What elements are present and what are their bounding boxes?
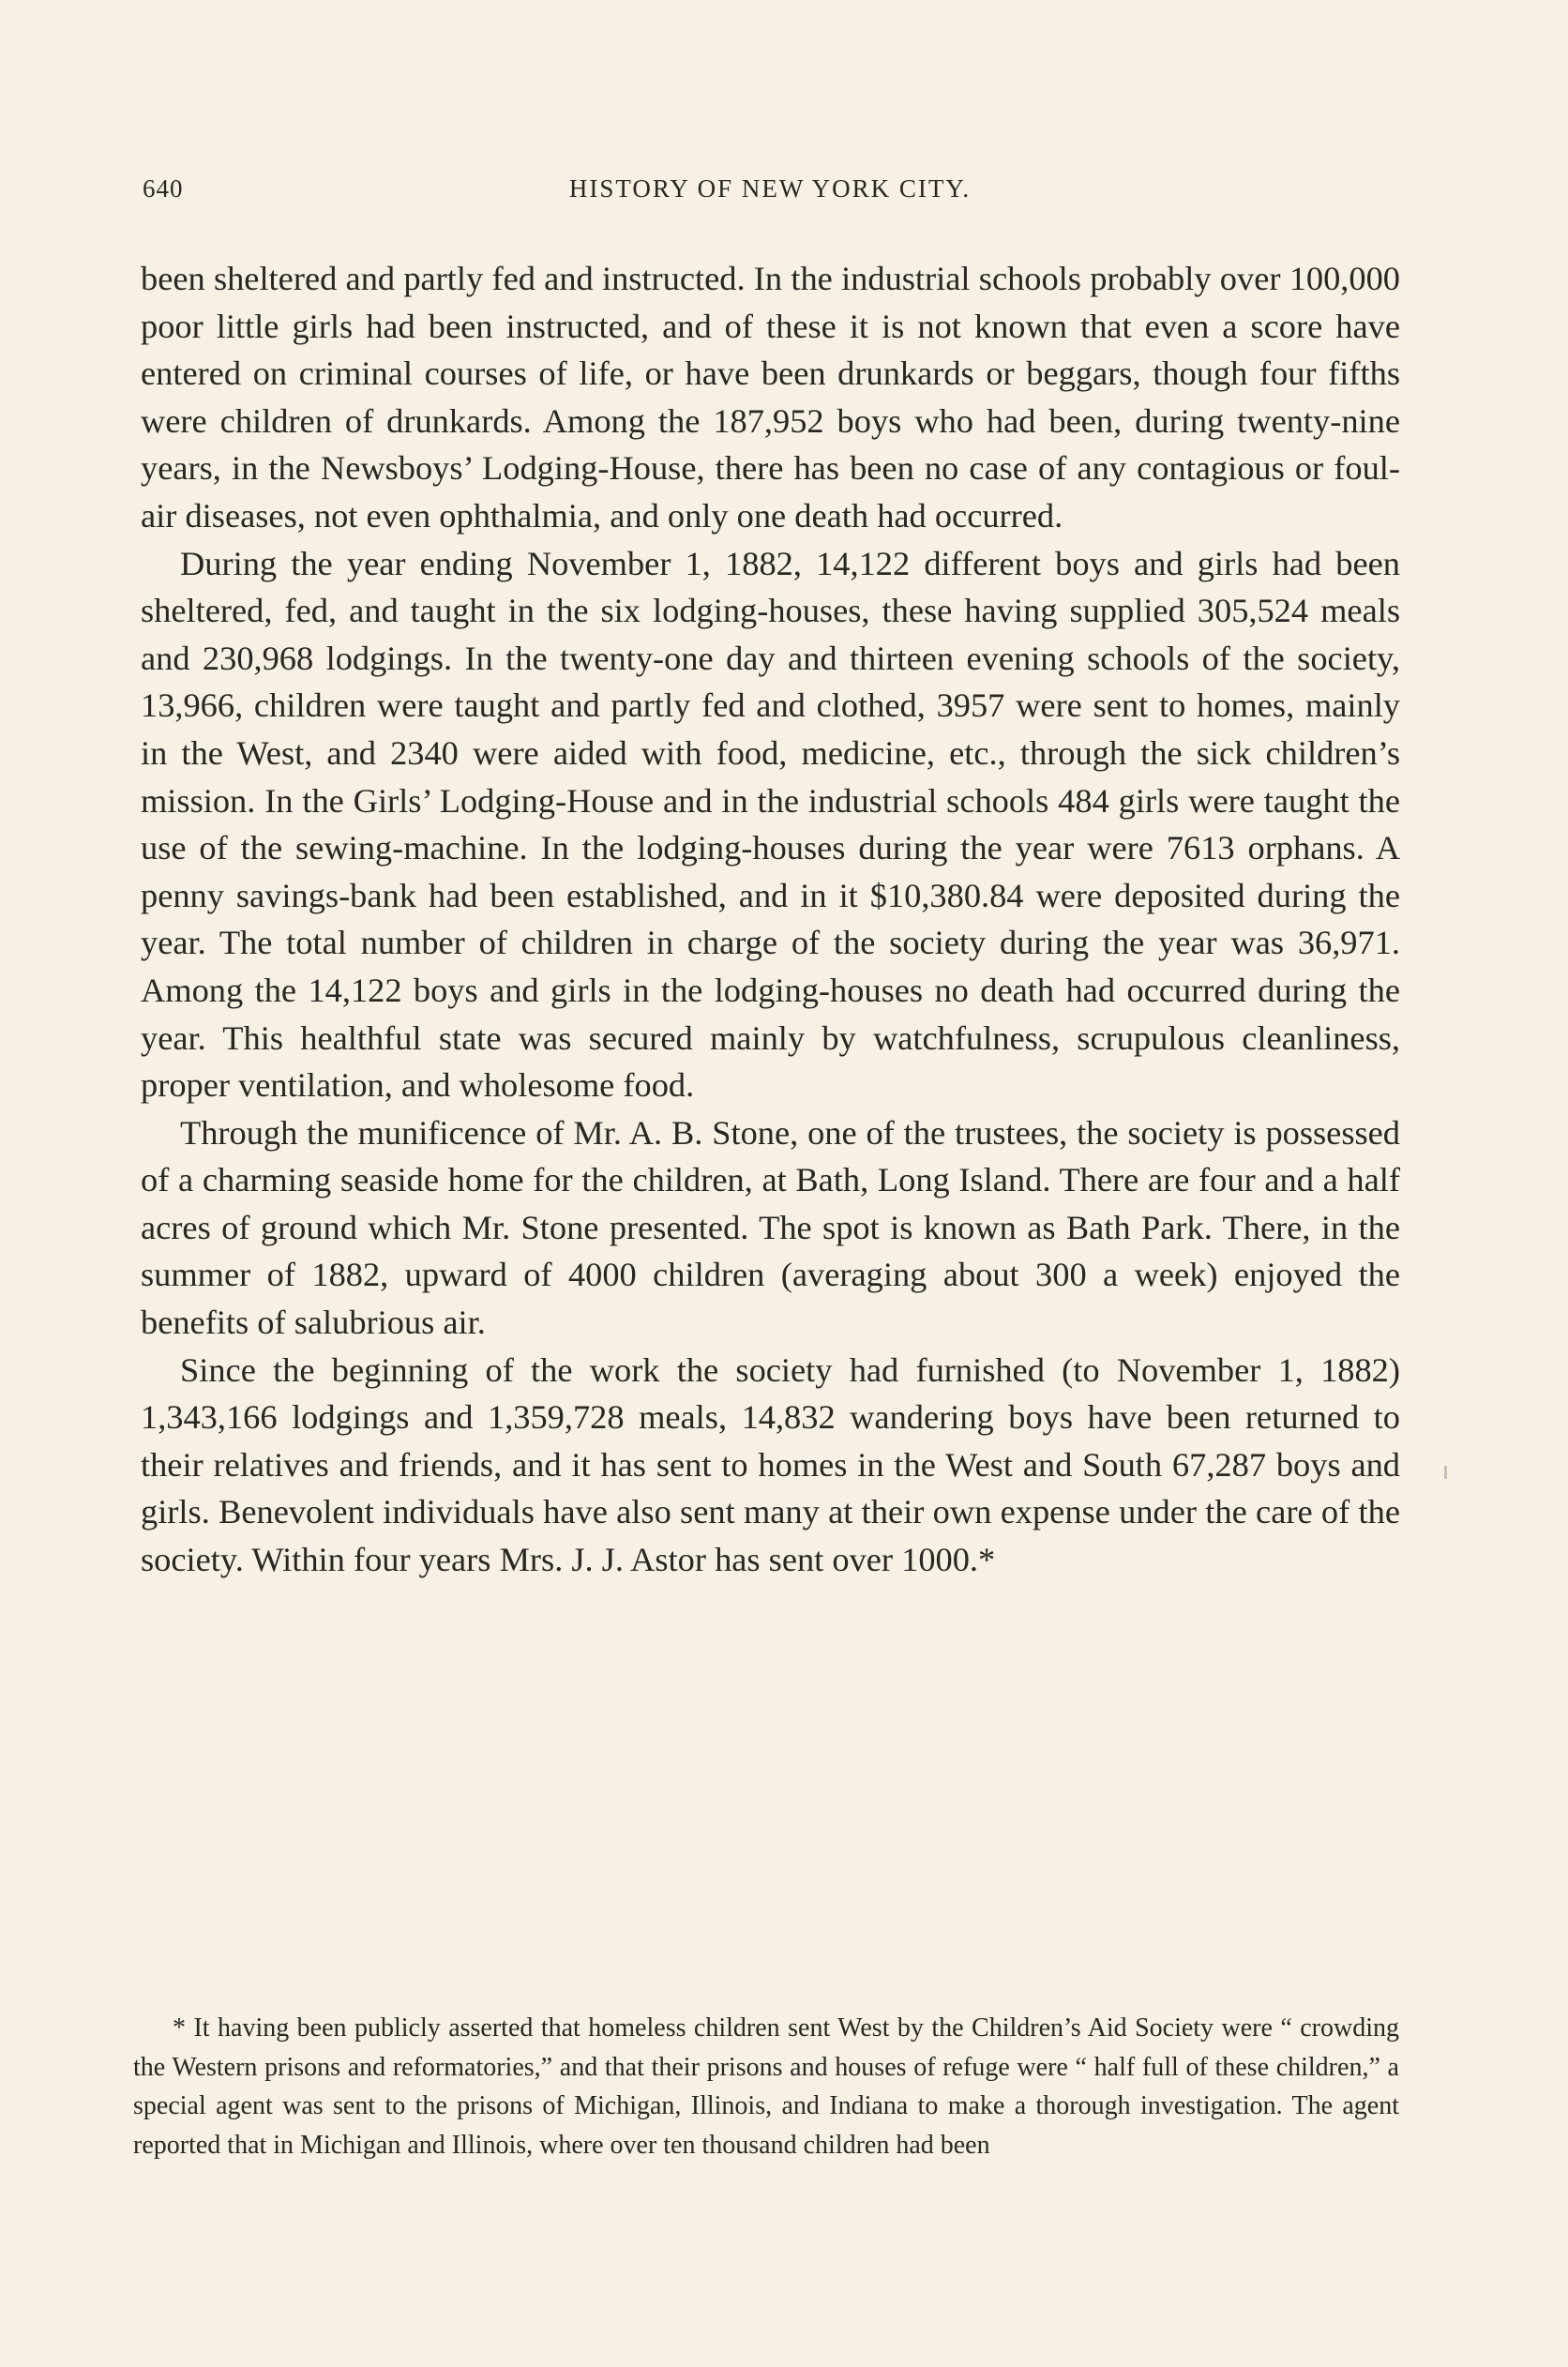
running-title: HISTORY OF NEW YORK CITY.: [568, 174, 972, 203]
paragraph-totals: Since the beginning of the work the society had furnished (to November 1, 1882) 1,343,166 lodgings and 1,359,728 meals, 14,832 wandering boys have been returned to their relatives and friends, and it has sent to homes in the West and South 67,287 boys and girls. Benevolent individuals have also sent many at their own expense under the care of the society. Within four years Mrs. J. J. Astor has sent over 1000.*: [141, 1350, 1400, 1579]
page-header: [137, 174, 1403, 212]
footnote-text: * It having been publicly asserted that homeless children sent West by the Children’s Aid Society were “ crowding the Western prisons and reformatories,” and that their prisons and houses of refuge were “ half full of these children,” a special agent was sent to the prisons of Michigan, Illinois, and Indiana to make a thorough investigation. The agent reported that in Michigan and Illinois, where over ten thousand children had been: [133, 2013, 1399, 2160]
paragraph-continued: been sheltered and partly fed and instructed. In the industrial schools probably over 100,000 poor little girls had been instructed, and of these it is not known that even a score have entered on criminal courses of life, or have been drunkards or beggars, though four fifths were children of drunkards. Among the 187,952 boys who had been, during twenty-nine years, in the Newsboys’ Lodging-House, there has been no case of any contagious or foul-air diseases, not even ophthalmia, and only one death had occurred.: [141, 260, 1400, 535]
page-number: 640: [143, 174, 184, 203]
paragraph-bath-park: Through the munificence of Mr. A. B. Stone, one of the trustees, the society is possessed of a charming seaside home for the children, at Bath, Long Island. There are four and a half acres of ground which Mr. Stone presented. The spot is known as Bath Park. There, in the summer of 1882, upward of 4000 children (averaging about 300 a week) enjoyed the benefits of salubrious air.: [141, 1113, 1400, 1342]
paragraph-year-1882: During the year ending November 1, 1882, 14,122 different boys and girls had been sheltered, fed, and taught in the six lodging-houses, these having supplied 305,524 meals and 230,968 lodgings. In the twenty-one day and thirteen evening schools of the society, 13,966, children were taught and partly fed and clothed, 3957 were sent to homes, mainly in the West, and 2340 were aided with food, medicine, etc., through the sick children’s mission. In the Girls’ Lodging-House and in the industrial schools 484 girls were taught the use of the sewing-machine. In the lodging-houses during the year were 7613 orphans. A penny savings-bank had been established, and in it $10,380.84 were deposited during the year. The total number of children in charge of the society during the year was 36,971. Among the 14,122 boys and girls in the lodging-houses no death had occurred during the year. This healthful state was secured mainly by watchfulness, scrupulous cleanliness, proper ventilation, and wholesome food.: [141, 544, 1400, 1105]
main-text: [141, 255, 1400, 1584]
footnote: [133, 2009, 1399, 2164]
margin-mark: [1444, 1466, 1447, 1479]
